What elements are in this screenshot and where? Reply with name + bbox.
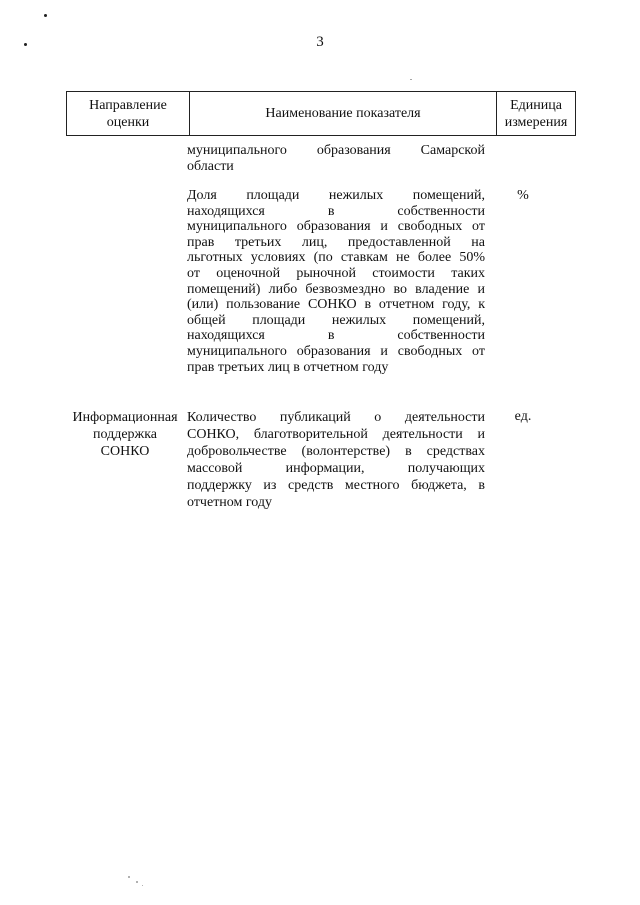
header-indicator-name: Наименование показателя [190, 92, 497, 136]
text-line: муниципального образования и свободных от [187, 219, 485, 235]
header-direction-line: Направление [89, 97, 167, 113]
table-header [66, 91, 576, 136]
header-unit-line: измерения [504, 114, 568, 130]
indicator-publications-count [187, 409, 485, 511]
text-line: от оценочной рыночной стоимости таких [187, 265, 485, 281]
text-line: отчетном году [187, 495, 273, 510]
text-line: прав третьих лиц, предоставленной на [187, 234, 485, 250]
direction-line: поддержка [92, 427, 158, 442]
text-line: СОНКО, благотворительной деятельности и [187, 427, 485, 442]
text-line: находящихся в собственности [187, 328, 485, 344]
header-direction [67, 92, 190, 136]
text-line: (или) пользование СОНКО в отчетном году, к [187, 297, 485, 313]
page-number: 3 [316, 34, 324, 50]
header-direction-line: оценки [106, 114, 150, 130]
header-unit [497, 92, 576, 136]
scan-speck [142, 885, 143, 886]
text-line: области [187, 158, 234, 174]
text-line: поддержку из средств местного бюджета, в [187, 478, 485, 493]
indicator-unit-percent: % [517, 188, 529, 203]
direction-line: Информационная [72, 410, 178, 425]
direction-info-support [66, 409, 184, 460]
text-line: Доля площади нежилых помещений, [187, 188, 485, 203]
text-line: прав третьих лиц в отчетном году [187, 359, 389, 375]
text-line: помещений) либо безвозмездно во владение и [187, 281, 485, 297]
text-line: добровольчестве (волонтерстве) в средствах [187, 444, 485, 459]
scan-speck [128, 876, 130, 878]
text-line: Количество публикаций о деятельности [187, 410, 485, 425]
indicator-unit-count: ед. [514, 409, 532, 424]
text-line: находящихся в собственности [187, 203, 485, 219]
header-unit-line: Единица [510, 97, 562, 113]
direction-line: СОНКО [100, 444, 150, 459]
text-line: массовой информации, получающих [187, 461, 485, 476]
text-line: муниципального образования Самарской [187, 143, 485, 158]
indicator-continuation [187, 143, 485, 174]
text-line: общей площади нежилых помещений, [187, 312, 485, 328]
text-line: муниципального образования и свободных от [187, 343, 485, 359]
scan-speck [136, 881, 138, 883]
text-line: льготных условиях (по ставкам не более 50% [187, 250, 485, 266]
scan-speck [44, 14, 47, 17]
scan-speck [410, 79, 412, 80]
indicator-nonresidential-share [187, 188, 485, 375]
